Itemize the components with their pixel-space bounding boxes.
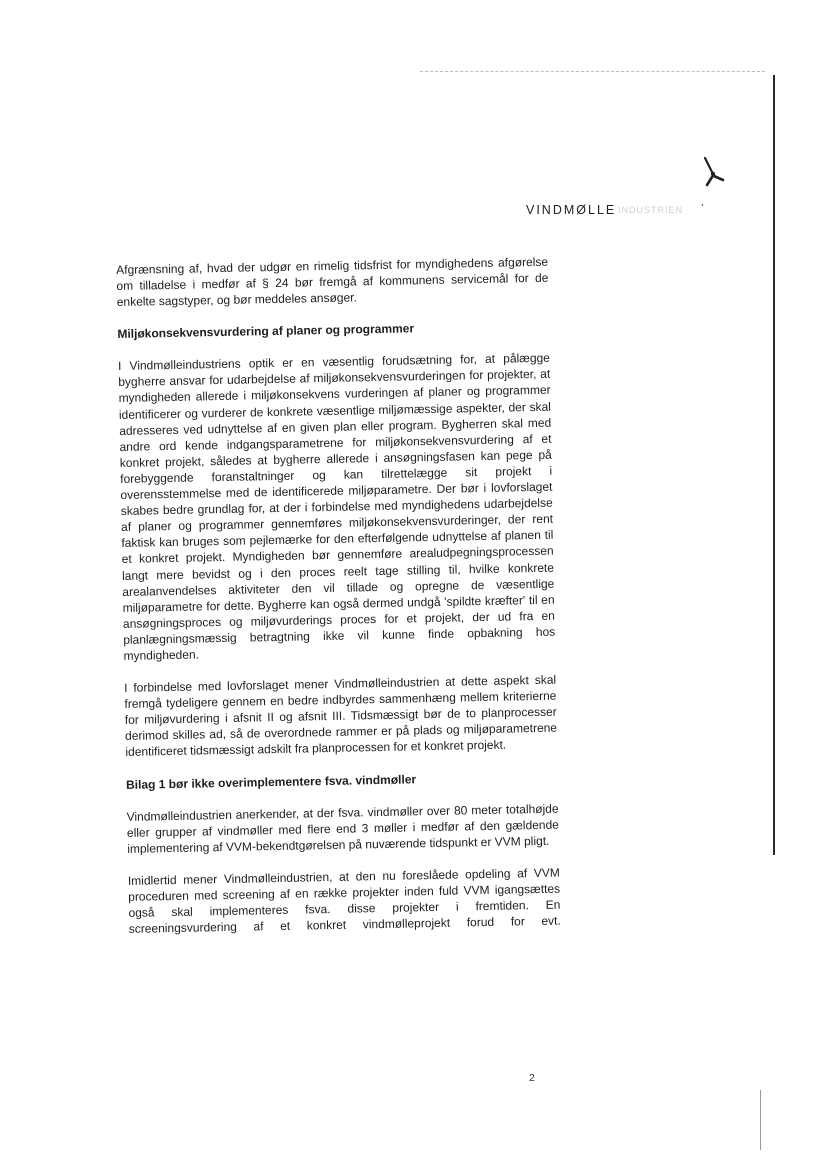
paragraph-lovforslag: I forbindelse med lovforslaget mener Vindmølleindustrien at dette aspekt skal fremgå tydeligere gennem en bedre indbyrdes sammenhæng mellem kriterierne for miljøvurdering i afsnit II og afsnit III. Tidsmæssigt bør de to planprocesser derimod skilles ad, så de overordnede rammer er på plads og miljøparametrene identificeret tidsmæssigt adskilt fra planprocessen for et konkret projekt. xyxy=(124,672,558,760)
page-number: 2 xyxy=(529,1072,535,1084)
scan-top-rule xyxy=(420,71,765,72)
paragraph-deadline: Afgrænsning af, hvad der udgør en rimelig tidsfrist for myndighedens afgørelse om tilladelse i medfør af § 24 bør fremgå af kommunens servicemål for de enkelte sagstyper, og bør meddeles ansøger. xyxy=(116,254,549,310)
scan-right-edge xyxy=(773,75,775,855)
paragraph-however: Imidlertid mener Vindmølleindustrien, at den nu foreslåede opdeling af VVM proceduren med screening af en række projekter inden fuld VVM igangsættes også skal implementeres fsva. disse projekter i fremtiden. En screeningsvurdering af et konkret vindmølleprojekt forud for evt. xyxy=(127,865,561,936)
heading-bilag-1: Bilag 1 bør ikke overimplementere fsva. vindmøller xyxy=(125,771,417,792)
brand-name: VINDMØLLE xyxy=(526,203,617,217)
brand-name-faded: INDUSTRIEN xyxy=(618,205,684,215)
document-body xyxy=(116,254,561,953)
wind-turbine-logo-icon xyxy=(698,150,728,210)
heading-plans-programs: Miljøkonsekvensvurdering af planer og programmer xyxy=(117,321,415,342)
paragraph-acknowledges: Vindmølleindustrien anerkender, at der fsva. vindmøller over 80 meter totalhøjde eller grupper af vindmøller med flere end 3 møller i medfør af den gældende implementering af VVM-bekendtgørelsen på nuværende tidspunkt er VVM pligt. xyxy=(126,801,560,856)
paragraph-optics: I Vindmølleindustriens optik er en væsentlig forudsætning for, at pålægge bygherre ansvar for udarbejdelse af miljøkonsekvensvurderingen for projekter, at myndigheden allerede i miljøkonsekvens vurderingen af planer og programmer identificerer og vurderer de konkrete væsentlige miljømæssige aspekter, der skal adresseres ved udnyttelse af en given plan eller program. Bygherren skal med andre ord kende indgangsparametrene for miljøkonsekvensvurdering af et konkret projekt, således at bygherre allerede i ansøgningsfasen kan pege på forebyggende foranstaltninger og kan tilrettelægge sit projekt i overensstemmelse med de identificerede miljøparametre. Der bør i lovforslaget skabes bedre grundlag for, at der i forbindelse med myndighedens udarbejdelse af planer og programmer gennemføres miljøkonsekvensvurderinger, der rent faktisk kan bruges som pejlemærke for den efterfølgende udnyttelse af planen til et konkret projekt. Myndigheden bør gennemføre arealudpegningsprocessen langt mere bevidst og i den proces reelt tage stilling til, hvilke konkrete arealanvendelses aktiviteter den vil tillade og opregne de væsentlige miljøparametre for dette. Bygherre kan også dermed undgå 'spildte kræfter' til en ansøgningsproces og miljøvurderings proces for et projekt, der ud fra en planlægningsmæssig betragtning ikke vil kunne finde opbakning hos myndigheden. xyxy=(117,350,556,663)
scan-right-edge-lower xyxy=(760,1090,761,1150)
